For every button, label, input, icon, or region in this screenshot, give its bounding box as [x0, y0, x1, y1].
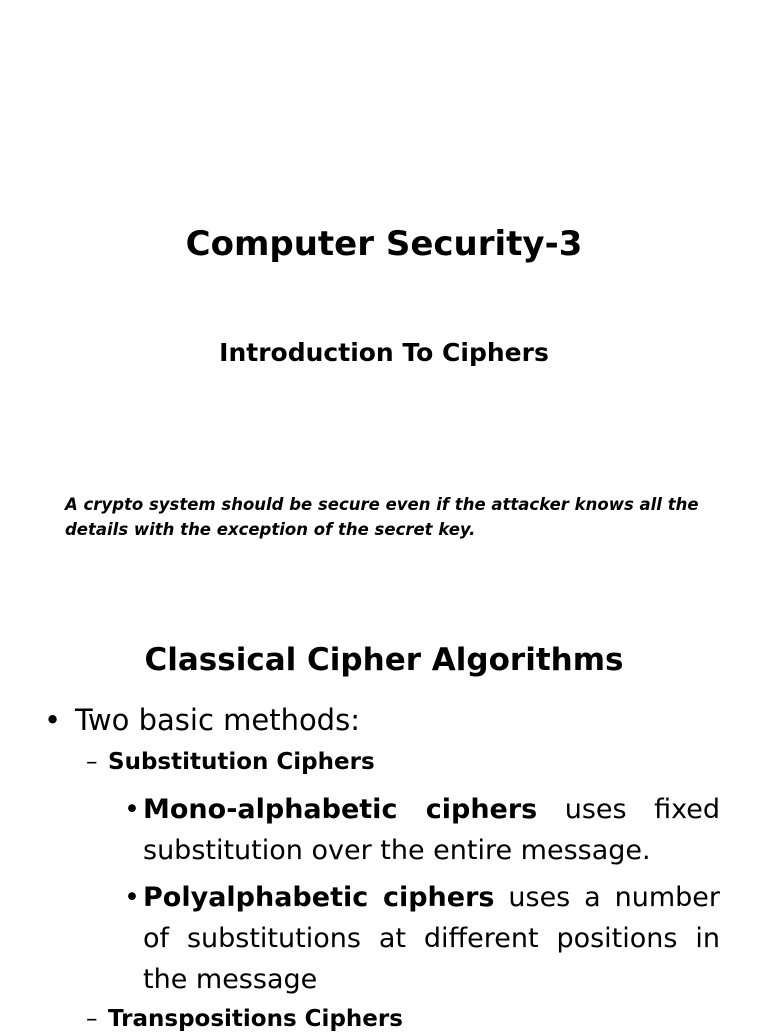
bullet-mark: • [44, 703, 62, 737]
bullet-mono-alphabetic [124, 789, 720, 871]
bullet-mark: • [124, 794, 140, 825]
polyalphabetic-term: Polyalphabetic ciphers [143, 882, 495, 913]
polyalphabetic-desc: uses a number of substitutions at different positions in the message [143, 882, 720, 995]
dash-mark: – [86, 749, 98, 775]
bullet-two-basic-methods [44, 702, 360, 738]
sub-bullet-substitution [86, 746, 375, 778]
page-title: Computer Security-3 [185, 224, 583, 264]
bullet-polyalphabetic-text [143, 877, 720, 1000]
crypto-principle-quote: A crypto system should be secure even if the attacker knows all the details with the exception of the secret key. [65, 495, 699, 539]
transposition-label: Transpositions Ciphers [108, 1006, 403, 1032]
mono-alphabetic-term: Mono-alphabetic ciphers [143, 794, 538, 825]
mono-alphabetic-desc: uses fixed substitution over the entire message. [143, 794, 720, 866]
bullet-text: Two basic methods: [75, 703, 360, 737]
section-heading: Classical Cipher Algorithms [144, 642, 624, 678]
page-subtitle: Introduction To Ciphers [219, 338, 549, 367]
sub-bullet-transposition [86, 1003, 403, 1035]
bullet-mono-alphabetic-text [143, 789, 720, 871]
bullet-polyalphabetic [124, 877, 720, 1000]
dash-mark: – [86, 1006, 98, 1032]
bullet-mark: • [124, 882, 140, 913]
substitution-label: Substitution Ciphers [108, 749, 375, 775]
